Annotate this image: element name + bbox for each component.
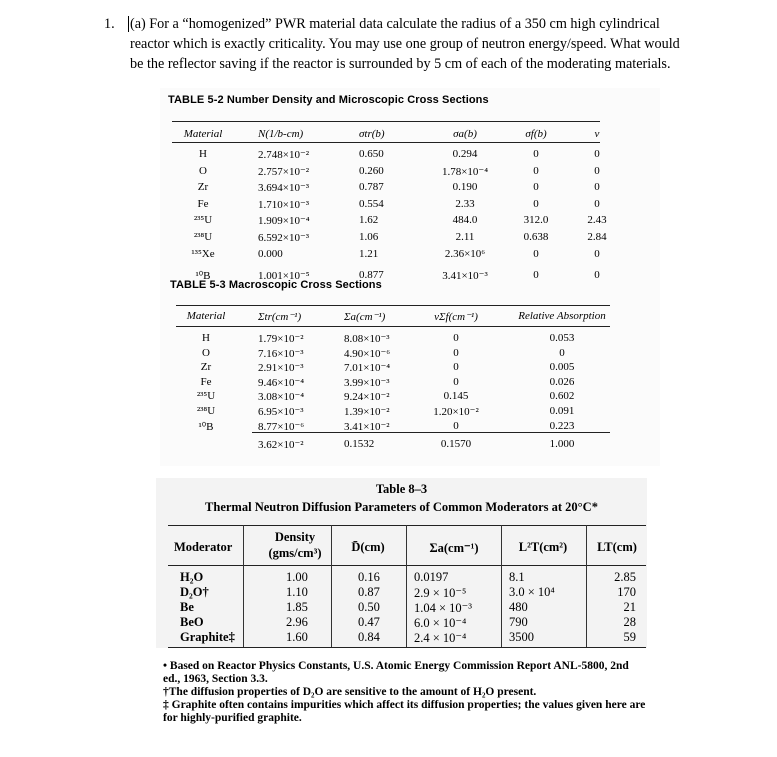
table-5-2-cell: 3.694×10⁻³ <box>258 182 310 195</box>
table-5-3-cell: 7.16×10⁻³ <box>258 347 304 360</box>
table-5-2-col-header: Material <box>183 128 223 140</box>
table-5-3-cell: O <box>202 346 210 359</box>
table-5-3-col-header: Σtr(cm⁻¹) <box>258 311 302 323</box>
table-5-3-col-header: Σa(cm⁻¹) <box>344 311 386 323</box>
footnote-2: †The diffusion properties of D₂O are sensitive to the amount of H₂O present. <box>163 686 537 698</box>
table-5-3-cell: 8.77×10⁻⁶ <box>258 420 305 433</box>
table-5-2-cell: 0 <box>594 148 600 160</box>
table-8-3-cell: 0.87 <box>358 585 380 599</box>
table-8-3-cell: 1.04 × 10⁻³ <box>414 601 473 615</box>
table-8-3-cell: Be <box>180 600 194 614</box>
table-5-3-top-rule <box>176 305 610 306</box>
table-5-3-total-cell: 3.62×10⁻² <box>258 439 304 451</box>
table-5-3-cell: 0.602 <box>549 390 575 403</box>
table-8-3-cell: 21 <box>623 600 636 614</box>
table-8-3-cell: 1.00 <box>286 570 308 584</box>
table-5-2-cell: 0 <box>533 247 539 260</box>
table-5-2-cell: 0 <box>594 164 600 177</box>
table-5-3-cell: 4.90×10⁻⁶ <box>344 347 391 360</box>
table-5-3-cell: 1.79×10⁻² <box>258 333 304 345</box>
table-5-3-cell: 9.24×10⁻² <box>344 391 390 404</box>
table-5-2-cell: 0.787 <box>359 181 384 194</box>
text-cursor <box>128 16 129 32</box>
table-8-3-divider <box>331 525 332 647</box>
table-8-3-cell: 3500 <box>509 630 534 644</box>
table-8-3-cell: BeO <box>180 615 204 629</box>
table-8-3-divider <box>501 525 502 647</box>
table-5-3-cell: 3.08×10⁻⁴ <box>258 391 305 404</box>
table-5-3-title: TABLE 5-3 Macroscopic Cross Sections <box>170 279 382 291</box>
table-5-2-cell: 0.000 <box>258 247 283 260</box>
table-8-3-cell: 0.84 <box>358 630 380 644</box>
table-5-2-cell: 1.62 <box>359 214 379 227</box>
table-8-3-cell: 1.10 <box>286 585 308 599</box>
table-8-3 <box>156 478 647 648</box>
table-5-2-cell: 0 <box>594 181 600 194</box>
table-5-2-cell: 2.36×10⁶ <box>444 247 486 260</box>
table-5-3-header-rule <box>176 326 610 327</box>
table-5-3-cell: ¹⁰B <box>198 420 214 433</box>
problem-line-1: (a) For a “homogenized” PWR material data calculate the radius of a 350 cm high cylindrical <box>130 16 660 32</box>
table-5-2-top-rule <box>172 121 600 122</box>
table-8-3-cell: H₂O <box>180 570 204 584</box>
table-5-3-cell: ²³⁵U <box>196 390 216 403</box>
table-8-3-cell: 3.0 × 10⁴ <box>509 585 555 599</box>
table-5-2-cell: 3.41×10⁻³ <box>442 270 488 283</box>
table-5-2-cell: 0 <box>533 197 539 210</box>
table-5-2-cell: 0 <box>533 269 539 282</box>
table-5-2-cell: 2.84 <box>587 231 607 243</box>
table-8-3-col-header: Density <box>274 530 316 544</box>
table-8-3-cell: 0.16 <box>358 570 380 584</box>
table-8-3-cell: 6.0 × 10⁻⁴ <box>414 616 467 630</box>
table-8-3-cell: 2.85 <box>614 570 636 584</box>
table-5-2-cell: 0 <box>594 197 600 210</box>
table-8-3-top-rule <box>168 525 646 526</box>
table-8-3-cell: 790 <box>509 615 528 629</box>
table-8-3-header-rule <box>168 565 646 566</box>
table-5-3-cell: H <box>202 332 210 344</box>
table-8-3-cell: 59 <box>623 630 636 644</box>
table-8-3-col-header: Moderator <box>174 540 233 554</box>
table-5-2-cell: 0.638 <box>523 231 549 243</box>
table-8-3-cell: D₂O† <box>180 585 209 599</box>
table-8-3-cell: 0.47 <box>358 615 380 629</box>
table-5-3-cell: 0.026 <box>549 375 575 388</box>
table-5-2-cell: 484.0 <box>452 214 478 227</box>
table-5-3-cell: 6.95×10⁻³ <box>258 406 304 418</box>
table-5-3-cell: 2.91×10⁻³ <box>258 362 304 375</box>
table-5-2-cell: ²³⁸U <box>193 231 213 243</box>
table-5-2-cell: 1.001×10⁻⁵ <box>258 270 310 283</box>
table-5-3-cell: 1.39×10⁻² <box>344 406 390 418</box>
table-5-3-cell: 7.01×10⁻⁴ <box>344 362 391 375</box>
table-8-3-cell: 2.4 × 10⁻⁴ <box>414 631 467 645</box>
table-5-2-title: TABLE 5-2 Number Density and Microscopic Cross Sections <box>168 94 489 106</box>
table-8-3-divider <box>243 525 244 647</box>
table-5-3-cell: 0 <box>453 332 459 344</box>
table-8-3-bottom-rule <box>168 647 646 648</box>
table-8-3-cell: 480 <box>509 600 528 614</box>
table-5-2-col-header: σa(b) <box>453 128 477 140</box>
table-5-2-cell: 0.190 <box>452 181 478 194</box>
table-5-2-cell: 2.43 <box>587 214 607 227</box>
table-5-3-cell: 0.053 <box>549 332 575 344</box>
table-8-3-col-header: Σa(cm⁻¹) <box>429 541 479 555</box>
table-5-2-col-header: ν <box>594 128 600 140</box>
table-5-3-col-header: Material <box>186 310 226 322</box>
table-8-3-cell: 8.1 <box>509 570 525 584</box>
table-5-3-cell: 0.145 <box>443 390 469 403</box>
table-5-2-cell: 2.748×10⁻² <box>258 149 310 161</box>
table-8-3-cell: Graphite‡ <box>180 630 235 644</box>
table-8-3-title: Thermal Neutron Diffusion Parameters of Common Moderators at 20°C* <box>205 500 598 514</box>
table-5-3-cell: ²³⁸U <box>196 405 216 417</box>
table-5-2-cell: O <box>199 164 207 177</box>
table-5-3-total-cell: 0.1570 <box>440 438 472 450</box>
table-5-2-cell: 1.06 <box>359 231 379 243</box>
table-5-3-cell: 0 <box>453 375 459 388</box>
table-5-2-cell: 0.260 <box>359 164 384 177</box>
problem-number: 1. <box>104 16 115 32</box>
table-8-3-col-header: L²T(cm²) <box>518 540 568 554</box>
table-5-2-cell: 0 <box>594 269 600 282</box>
footnote-1: • Based on Reactor Physics Constants, U.S. Atomic Energy Commission Report ANL-5800, 2nd ed., 1963, Section 3.3. <box>163 660 629 685</box>
table-5-2-cell: 1.78×10⁻⁴ <box>441 165 489 178</box>
table-5-2-header-rule <box>172 142 600 143</box>
table-5-2-cell: 0 <box>533 164 539 177</box>
table-5-3-total-cell: 0.1532 <box>344 438 375 450</box>
table-5-2-cell: 0.294 <box>452 148 478 160</box>
table-5-2-cell: 2.33 <box>455 197 475 210</box>
table-5-2-col-header: σtr(b) <box>359 128 385 140</box>
table-5-3-cell: 0 <box>453 346 459 359</box>
table-8-3-col-header: (gms/cm³) <box>268 546 322 560</box>
table-5-3-cell: 1.20×10⁻² <box>433 406 479 418</box>
table-5-3-cell: 0 <box>453 419 459 432</box>
table-5-2-cell: 0 <box>533 181 539 194</box>
scanned-tables-5-2-5-3 <box>160 88 660 466</box>
table-5-2-cell: ²³⁵U <box>193 214 213 227</box>
table-8-3-cell: 170 <box>617 585 636 599</box>
table-5-3-cell: Fe <box>200 375 212 388</box>
table-5-3-cell: 0.005 <box>549 361 575 374</box>
table-5-2-cell: 0 <box>594 247 600 260</box>
problem-line-3: be the reflector saving if the reactor is surrounded by 5 cm of each of the moderating materials. <box>130 56 671 72</box>
problem-statement <box>104 14 714 74</box>
table-8-3-cell: 1.85 <box>286 600 308 614</box>
table-5-2-cell: ¹⁰B <box>195 270 211 283</box>
table-8-3-cell: 0.0197 <box>414 570 449 584</box>
table-5-2-cell: Zr <box>197 181 209 194</box>
table-5-3-cell: 0.223 <box>549 419 575 432</box>
table-8-3-footnotes <box>163 660 648 725</box>
table-8-3-cell: 0.50 <box>358 600 380 614</box>
table-5-2-cell: 6.592×10⁻³ <box>258 232 310 244</box>
table-8-3-cell: 2.96 <box>286 615 308 629</box>
table-5-2-cell: 312.0 <box>523 214 549 227</box>
table-8-3-col-header: LT(cm) <box>597 540 637 554</box>
table-5-2-cell: 1.909×10⁻⁴ <box>258 215 310 228</box>
table-5-3-cell: 3.99×10⁻³ <box>344 376 390 389</box>
table-5-3-cell: 0 <box>453 361 459 374</box>
table-5-2-col-header: σf(b) <box>525 128 547 140</box>
table-5-3-total-cell: 1.000 <box>549 438 575 450</box>
table-5-3-cell: 9.46×10⁻⁴ <box>258 376 305 389</box>
table-5-3-col-header: Relative Absorption <box>518 310 606 322</box>
table-5-2-cell: 2.757×10⁻² <box>258 165 310 178</box>
table-5-3-cell: 3.41×10⁻² <box>344 420 390 433</box>
table-5-2-cell: Fe <box>197 197 209 210</box>
problem-line-2: reactor which is exactly criticality. You may use one group of neutron energy/speed. What would <box>130 36 680 52</box>
table-5-2-cell: 1.710×10⁻³ <box>258 198 310 211</box>
table-5-3-cell: Zr <box>200 361 212 374</box>
table-8-3-label: Table 8–3 <box>375 482 428 496</box>
table-8-3-cell: 28 <box>623 615 636 629</box>
table-5-2-col-header: N(1/b-cm) <box>258 128 304 140</box>
table-5-2-cell: 2.11 <box>455 231 475 243</box>
table-5-3-total-rule <box>252 432 610 433</box>
table-5-2-cell: 1.21 <box>359 247 379 260</box>
table-5-2-cell: 0.877 <box>359 269 384 282</box>
table-5-3-cell: 8.08×10⁻³ <box>344 333 390 345</box>
table-5-2-cell: 0.554 <box>359 197 384 210</box>
table-8-3-divider <box>406 525 407 647</box>
table-5-2-cell: H <box>199 148 207 160</box>
table-8-3-divider <box>586 525 587 647</box>
table-5-2-cell: 0 <box>533 148 539 160</box>
table-5-2-cell: ¹³⁵Xe <box>191 247 215 260</box>
table-5-3-col-header: νΣf(cm⁻¹) <box>434 311 478 323</box>
table-5-2-cell: 0.650 <box>359 148 384 160</box>
table-5-3-cell: 0.091 <box>549 405 575 417</box>
footnote-3: ‡ Graphite often contains impurities which affect its diffusion properties; the values given here are for highly-purified graphite. <box>163 699 646 724</box>
table-8-3-col-header: D̄(cm) <box>351 540 385 554</box>
table-8-3-cell: 1.60 <box>286 630 308 644</box>
table-5-3-cell: 0 <box>559 346 565 359</box>
table-8-3-cell: 2.9 × 10⁻⁵ <box>414 586 467 600</box>
